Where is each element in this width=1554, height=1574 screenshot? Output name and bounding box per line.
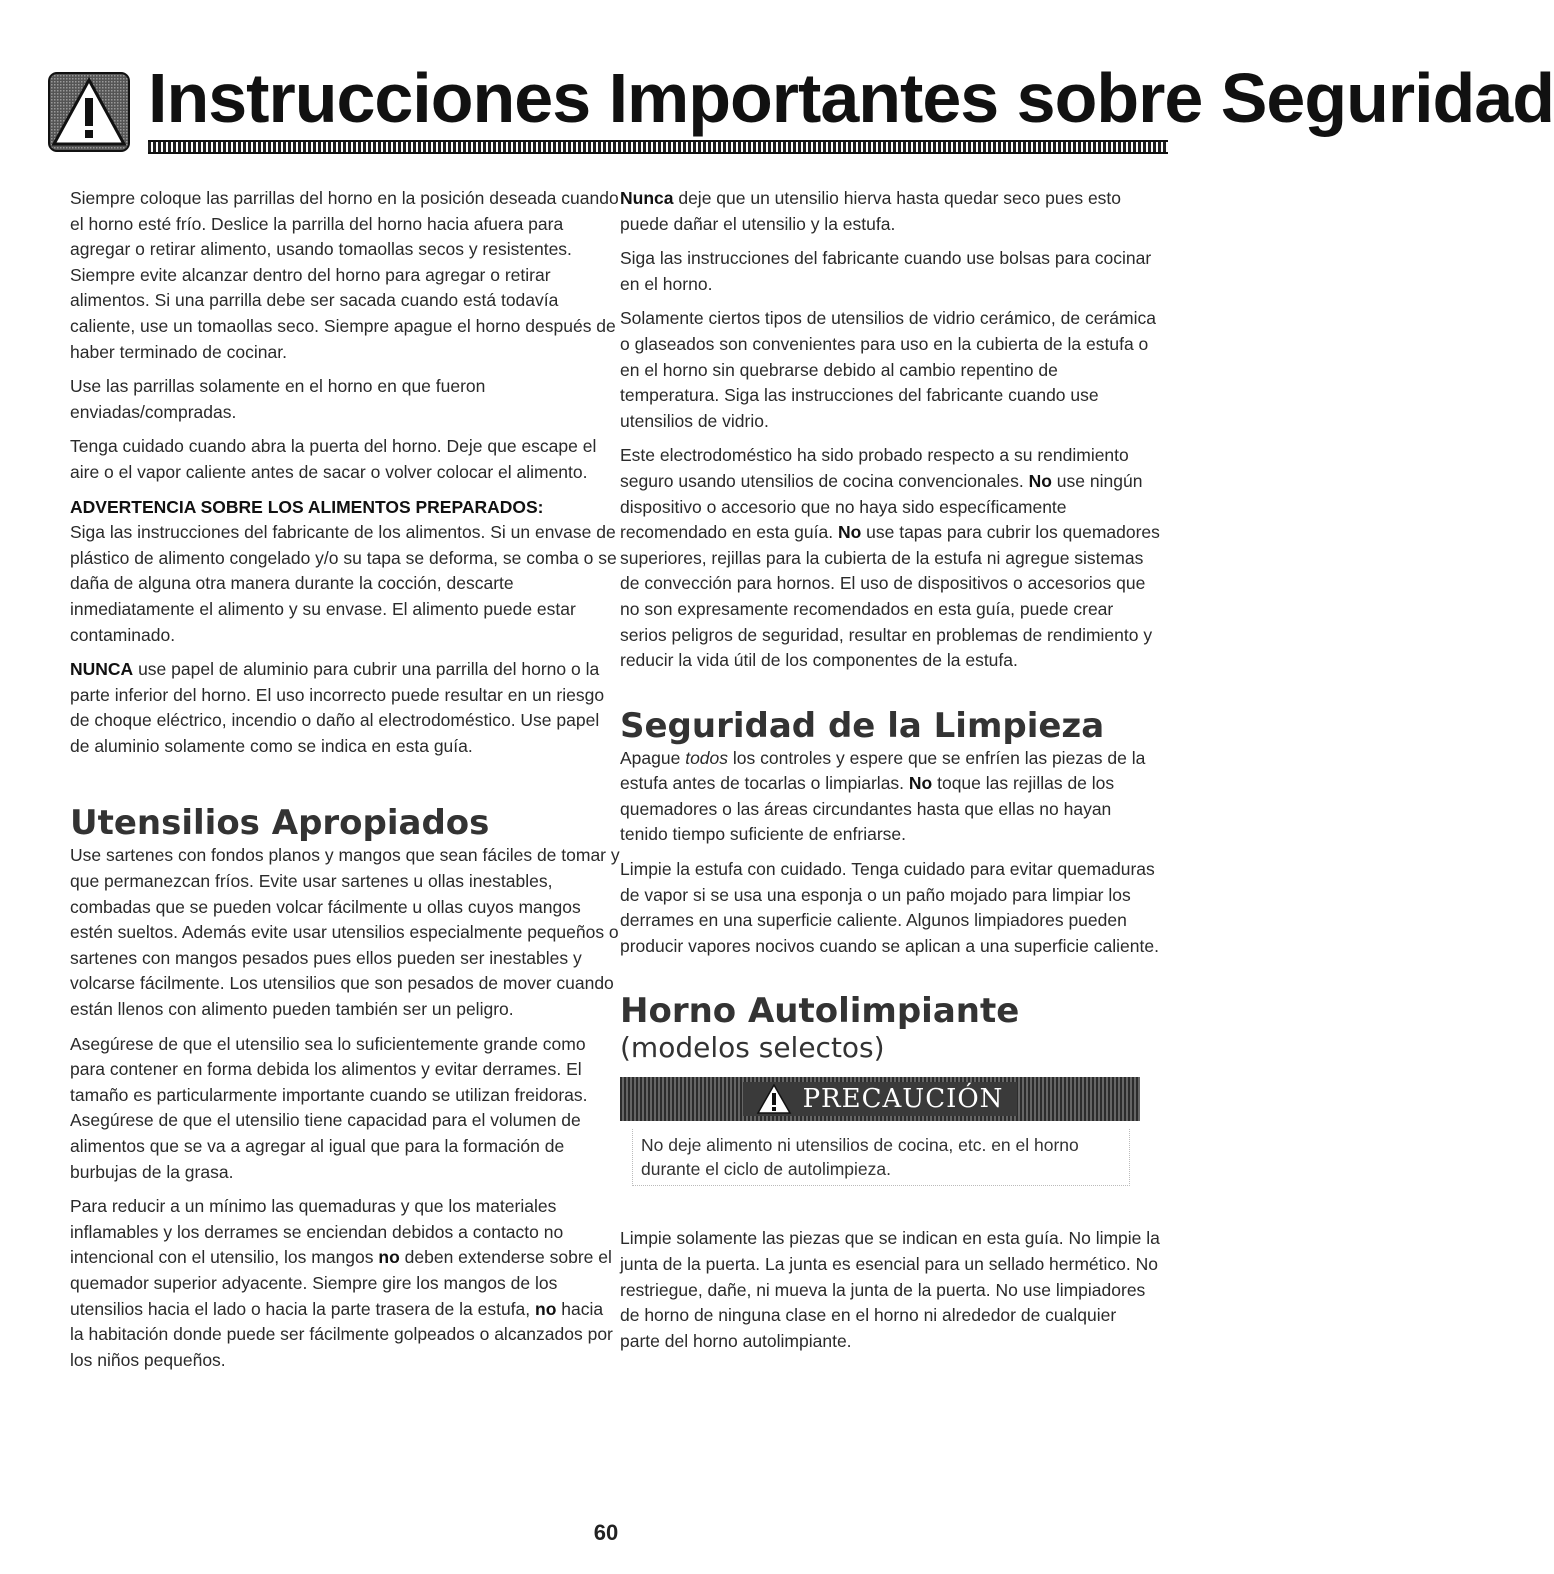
paragraph: NUNCA use papel de aluminio para cubrir una parrilla del horno o la parte inferior del horno. El uso incorrecto puede resultar en un riesgo de choque eléctrico, incendio o daño al electrodoméstico. Use papel de aluminio solamente como se indica en esta guía. [70,659,605,756]
paragraph: Use las parrillas solamente en el horno en que fueron enviadas/compradas. [70,376,486,422]
warning-triangle-icon [48,72,130,152]
section-title-horno: Horno Autolimpiante [620,991,1020,1032]
paragraph: Para reducir a un mínimo las quemaduras y que los materiales inflamables y los derrames se enciendan debidos a contacto no intencional con el utensilio, los mangos no deben extenderse sobre el quemador superior adyacente. Siempre gire los mangos de los utensilios hacia el lado o hacia la parte trasera de la estufa, no hacia la habitación donde puede ser fácilmente golpeados o alcanzados por los niños pequeños. [70,1196,613,1370]
paragraph: Apague todos los controles y espere que se enfríen las piezas de la estufa antes de tocarlas o limpiarlas. No toque las rejillas de los quemadores o las áreas circundantes hasta que ellas no hayan tenido tiempo suficiente de enfriarse. [620,747,1146,845]
section-title-utensilios: Utensilios Apropiados [70,803,490,844]
keyword: No [837,522,862,543]
section-subtitle: (modelos selectos) [620,1031,885,1065]
paragraph: Siga las instrucciones del fabricante cuando use bolsas para cocinar en el horno. [620,248,1152,294]
page-title: Instrucciones Importantes sobre Seguridad [148,59,1554,137]
caution-label [743,1082,1018,1116]
paragraph: Nunca deje que un utensilio hierva hasta quedar seco pues esto puede dañar el utensilio y la estufa. [620,188,1122,234]
paragraph: Tenga cuidado cuando abra la puerta del horno. Deje que escape el aire o el vapor caliente antes de sacar o volver colocar el alimento. [70,436,597,482]
paragraph: Este electrodoméstico ha sido probado respecto a su rendimiento seguro usando utensilios de cocina convencionales. No use ningún dispositivo o accesorio que no haya sido específicamente recomendado en esta guía. No use tapas para cubrir los quemadores superiores, rejillas para la cubierta de la estufa ni agregue sistemas de convección para hornos. El uso de dispositivos o accesorios que no son expresamente recomendados en esta guía, puede crear serios peligros de seguridad, resultar en problemas de rendimiento y reducir la vida útil de los componentes de la estufa. [620,445,1160,671]
keyword: no [535,1298,557,1319]
keyword: NUNCA [70,659,134,680]
paragraph: Asegúrese de que el utensilio sea lo suficientemente grande como para contener en forma debida los alimentos y evitar derrames. El tamaño es particularmente importante cuando se utilizan freidoras. Asegúrese de que el utensilio tiene capacidad para el volumen de alimentos que se va a agregar al igual que para la formación de burbujas de la grasa. [70,1033,588,1182]
left-column [70,186,620,1382]
page-header [48,52,1554,162]
emphasis: todos [685,747,729,768]
paragraph: Limpie la estufa con cuidado. Tenga cuidado para evitar quemaduras de vapor si se usa una esponja o un paño mojado para limpiar los derrames en una superficie caliente. Algunos limpiadores pueden producir vapores nocivos cuando se aplican a una superficie caliente. [620,859,1159,956]
paragraph: Limpie solamente las piezas que se indican en esta guía. No limpie la junta de la puerta. La junta es esencial para un sellado hermético. No restriegue, dañe, ni mueva la junta de la puerta. No use limpiadores de horno de ninguna clase en el horno ni alrededor de cualquier parte del horno autolimpiante. [620,1228,1160,1351]
caution-banner [620,1077,1140,1121]
right-column [620,186,1160,1363]
keyword: No [908,773,933,794]
food-warning [70,495,620,649]
food-warning-body: Siga las instrucciones del fabricante de los alimentos. Si un envase de plástico de alimento congelado y/o su tapa se deforma, se comba o se daña de alguna otra manera durante la cocción, descarte inmediatamente el alimento y su envase. El alimento puede estar contaminado. [70,522,617,645]
section-title-limpieza: Seguridad de la Limpieza [620,705,1105,746]
title-rule [148,140,1168,154]
paragraph: Siempre coloque las parrillas del horno en la posición deseada cuando el horno esté frío. Deslice la parrilla del horno hacia afuera para agregar o retirar alimento, usando tomaollas secos y resistentes. Siempre evite alcanzar dentro del horno para agregar o retirar alimentos. Si una parrilla debe ser sacada cuando está todavía caliente, use un tomaollas seco. Siempre apague el horno después de haber terminado de cocinar. [70,188,619,362]
food-warning-heading: ADVERTENCIA SOBRE LOS ALIMENTOS PREPARADOS: [70,496,544,517]
caution-text: No deje alimento ni utensilios de cocina, etc. en el horno durante el ciclo de autolimpieza. [632,1129,1130,1186]
page-number: 60 [593,1520,619,1545]
keyword: no [378,1247,400,1268]
keyword: Nunca [620,188,674,208]
paragraph: Solamente ciertos tipos de utensilios de vidrio cerámico, de cerámica o glaseados son convenientes para uso en la cubierta de la estufa o en el horno sin quebrarse debido al cambio repentino de temperatura. Siga las instrucciones del fabricante cuando use utensilios de vidrio. [620,308,1156,431]
caution-label-text: PRECAUCIÓN [802,1083,1004,1114]
warning-triangle-icon [757,1084,791,1114]
keyword: No [1028,470,1052,491]
paragraph: Use sartenes con fondos planos y mangos que sean fáciles de tomar y que permanezcan fríos. Evite usar sartenes u ollas inestables, combadas que se pueden volcar fácilmente u ollas cuyos mangos estén sueltos. Además evite usar utensilios especialmente pequeños o sartenes con mangos pesados pues ellos pueden ser inestables y volcarse fácilmente. Los utensilios que son pesados de mover cuando están llenos con alimento pueden también ser un peligro. [70,845,620,1020]
caution-box [620,1077,1160,1186]
